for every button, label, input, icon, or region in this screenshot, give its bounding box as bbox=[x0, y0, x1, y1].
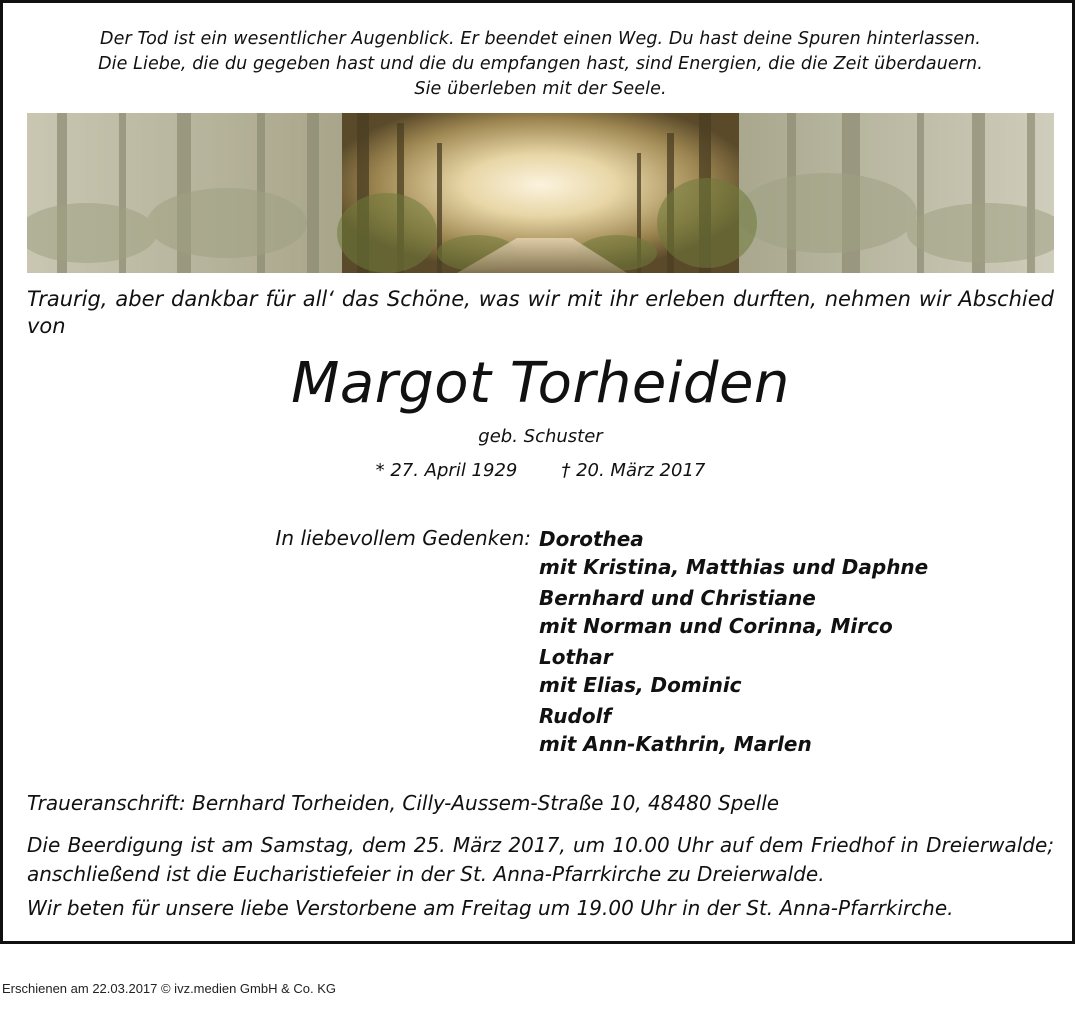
poem-line-1: Der Tod ist ein wesentlicher Augenblick. Er beendet einen Weg. Du hast deine Spuren hinterlassen. bbox=[100, 29, 981, 49]
publication-footer: Erschienen am 22.03.2017 © ivz.medien GmbH & Co. KG bbox=[2, 981, 337, 996]
maiden-name: geb. Schuster bbox=[478, 426, 603, 447]
mourner-group bbox=[539, 525, 928, 581]
mourner-family: mit Norman und Corinna, Mirco bbox=[539, 614, 893, 638]
poem bbox=[3, 27, 1075, 102]
mourner-family: mit Ann-Kathrin, Marlen bbox=[539, 732, 812, 756]
mourner-name: Rudolf bbox=[539, 704, 612, 728]
birth-date: * 27. April 1929 bbox=[375, 460, 518, 481]
funeral-notice: Die Beerdigung ist am Samstag, dem 25. März 2017, um 10.00 Uhr auf dem Friedhof in Dreierwalde; anschließend ist die Eucharistiefeier in der St. Anna-Pfarrkirche zu Dreierwalde. bbox=[27, 833, 1054, 886]
mourning-address: Traueranschrift: Bernhard Torheiden, Cilly-Aussem-Straße 10, 48480 Spelle bbox=[27, 791, 780, 815]
mourner-group bbox=[539, 702, 928, 758]
life-dates bbox=[3, 458, 1075, 484]
poem-line-3: Sie überleben mit der Seele. bbox=[414, 79, 667, 99]
prayer-notice: Wir beten für unsere liebe Verstorbene am Freitag um 19.00 Uhr in der St. Anna-Pfarrkirche. bbox=[27, 896, 954, 920]
mourner-family: mit Elias, Dominic bbox=[539, 673, 742, 697]
death-date: † 20. März 2017 bbox=[561, 460, 706, 481]
intro-text: Traurig, aber dankbar für all‘ das Schöne, was wir mit ihr erleben durften, nehmen wir Abschied von bbox=[27, 287, 1054, 338]
deceased-name: Margot Torheiden bbox=[291, 351, 790, 416]
mourner-group bbox=[539, 643, 928, 699]
mourner-name: Dorothea bbox=[539, 527, 644, 551]
mourner-name: Bernhard und Christiane bbox=[539, 586, 816, 610]
poem-line-2: Die Liebe, die du gegeben hast und die du empfangen hast, sind Energien, die die Zeit überdauern. bbox=[98, 54, 983, 74]
mourner-name: Lothar bbox=[539, 645, 613, 669]
forest-path-image bbox=[27, 113, 1054, 273]
mourner-family: mit Kristina, Matthias und Daphne bbox=[539, 555, 929, 579]
mourner-group bbox=[539, 584, 928, 640]
mourner-list bbox=[539, 525, 928, 761]
memory-label: In liebevollem Gedenken: bbox=[275, 526, 531, 550]
